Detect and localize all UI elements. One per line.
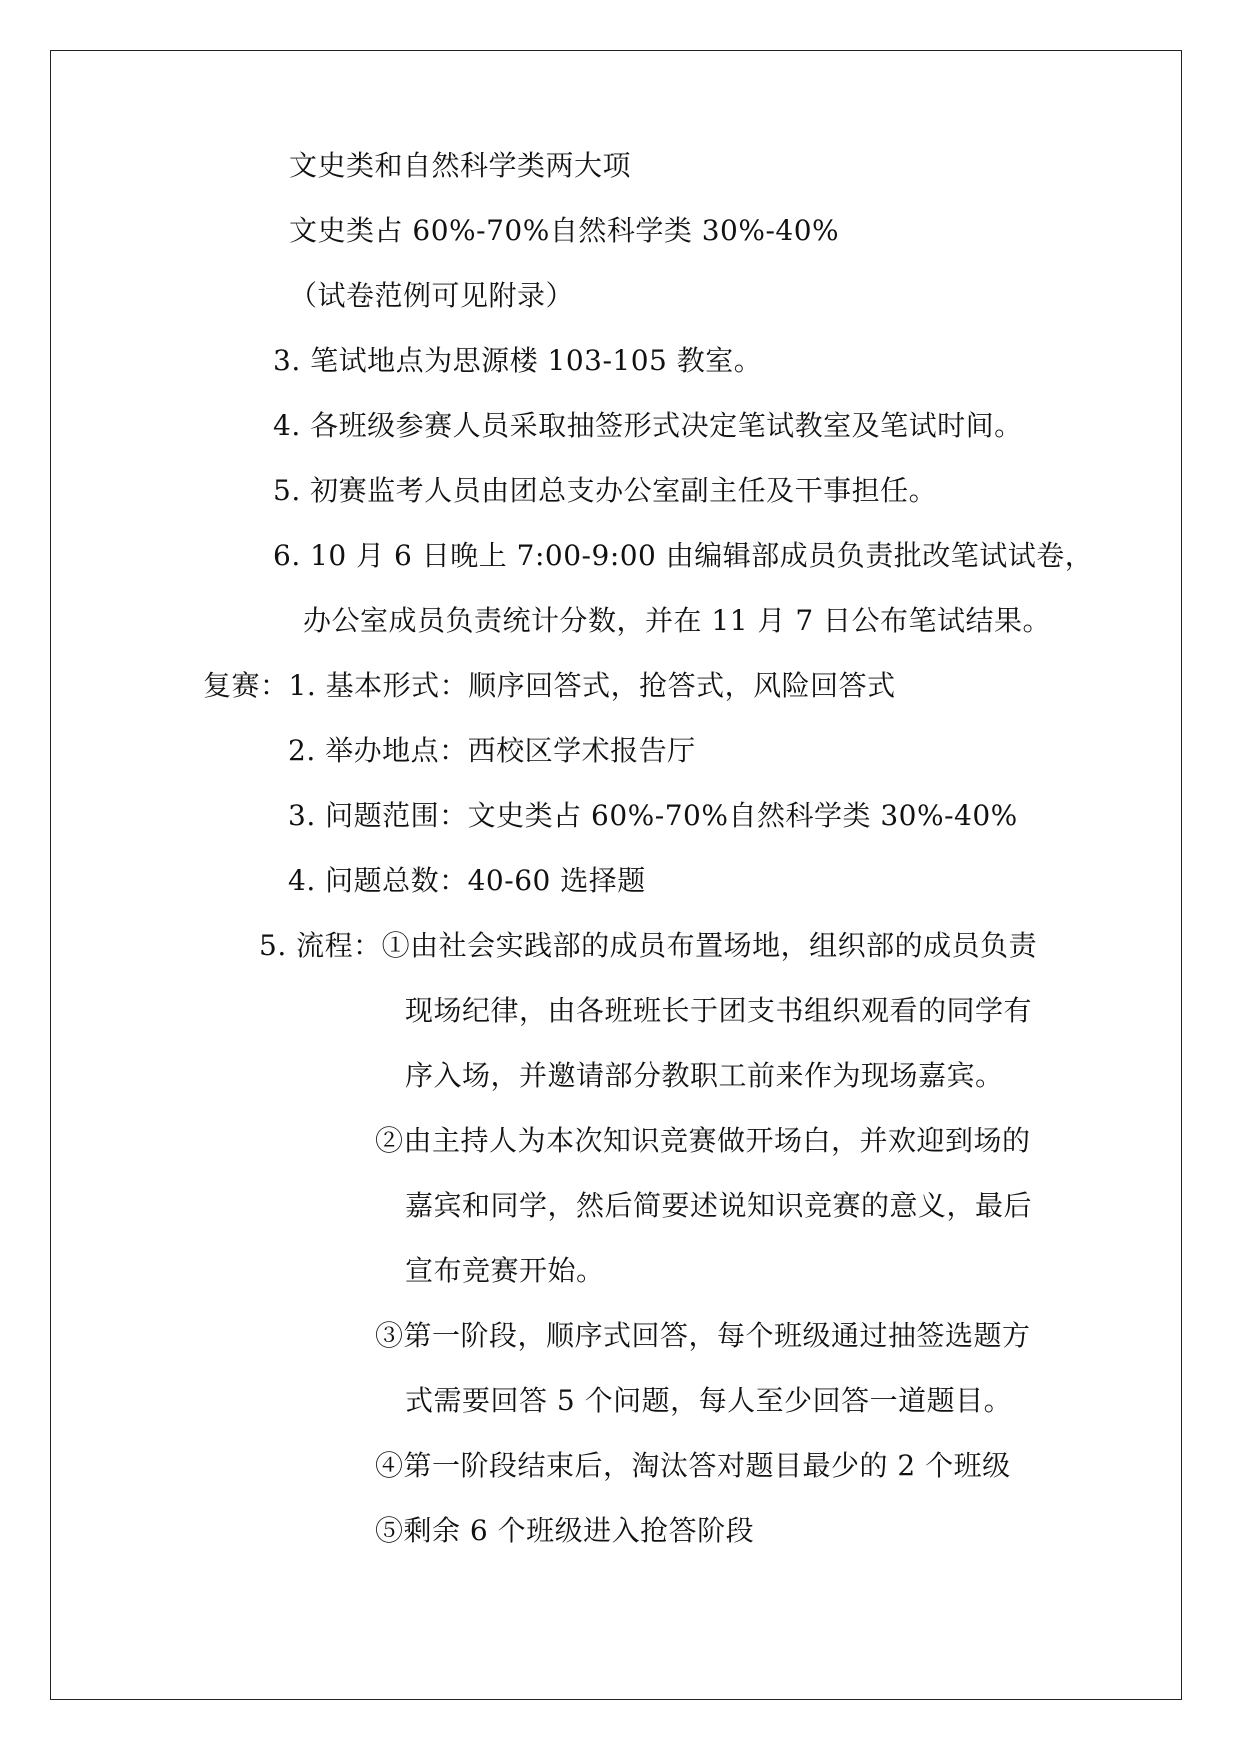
text-line: 嘉宾和同学，然后简要述说知识竞赛的意义，最后 (405, 1189, 1033, 1222)
text-line: 文史类和自然科学类两大项 (289, 149, 632, 182)
text-line: 文史类占 60%-70%自然科学类 30%-40% (289, 214, 840, 247)
text-line: 宣布竞赛开始。 (405, 1254, 605, 1287)
text-line: 3. 笔试地点为思源楼 103-105 教室。 (273, 344, 763, 377)
text-line: 3. 问题范围：文史类占 60%-70%自然科学类 30%-40% (288, 799, 1018, 832)
text-line: 2. 举办地点：西校区学术报告厅 (288, 734, 696, 767)
text-line: 办公室成员负责统计分数，并在 11 月 7 日公布笔试结果。 (303, 604, 1052, 637)
text-line: 序入场，并邀请部分教职工前来作为现场嘉宾。 (405, 1059, 1004, 1092)
text-line: ④第一阶段结束后，淘汰答对题目最少的 2 个班级 (375, 1449, 1011, 1482)
text-line: 现场纪律，由各班班长于团支书组织观看的同学有 (405, 994, 1033, 1027)
text-line: 6. 10 月 6 日晚上 7:00-9:00 由编辑部成员负责批改笔试试卷， (273, 539, 1094, 572)
text-line: ③第一阶段，顺序式回答，每个班级通过抽签选题方 (375, 1319, 1031, 1352)
text-line: 4. 各班级参赛人员采取抽签形式决定笔试教室及笔试时间。 (273, 409, 1023, 442)
text-line: （试卷范例可见附录） (289, 279, 575, 312)
text-line: ②由主持人为本次知识竞赛做开场白，并欢迎到场的 (375, 1124, 1031, 1157)
text-line: 5. 初赛监考人员由团总支办公室副主任及干事担任。 (273, 474, 938, 507)
text-line: ⑤剩余 6 个班级进入抢答阶段 (375, 1514, 755, 1547)
text-line: 4. 问题总数：40-60 选择题 (288, 864, 646, 897)
text-line: 5. 流程：①由社会实践部的成员布置场地，组织部的成员负责 (259, 929, 1038, 962)
section-heading-finals: 复赛：1. 基本形式：顺序回答式，抢答式，风险回答式 (203, 669, 896, 702)
text-line: 式需要回答 5 个问题，每人至少回答一道题目。 (405, 1384, 1013, 1417)
